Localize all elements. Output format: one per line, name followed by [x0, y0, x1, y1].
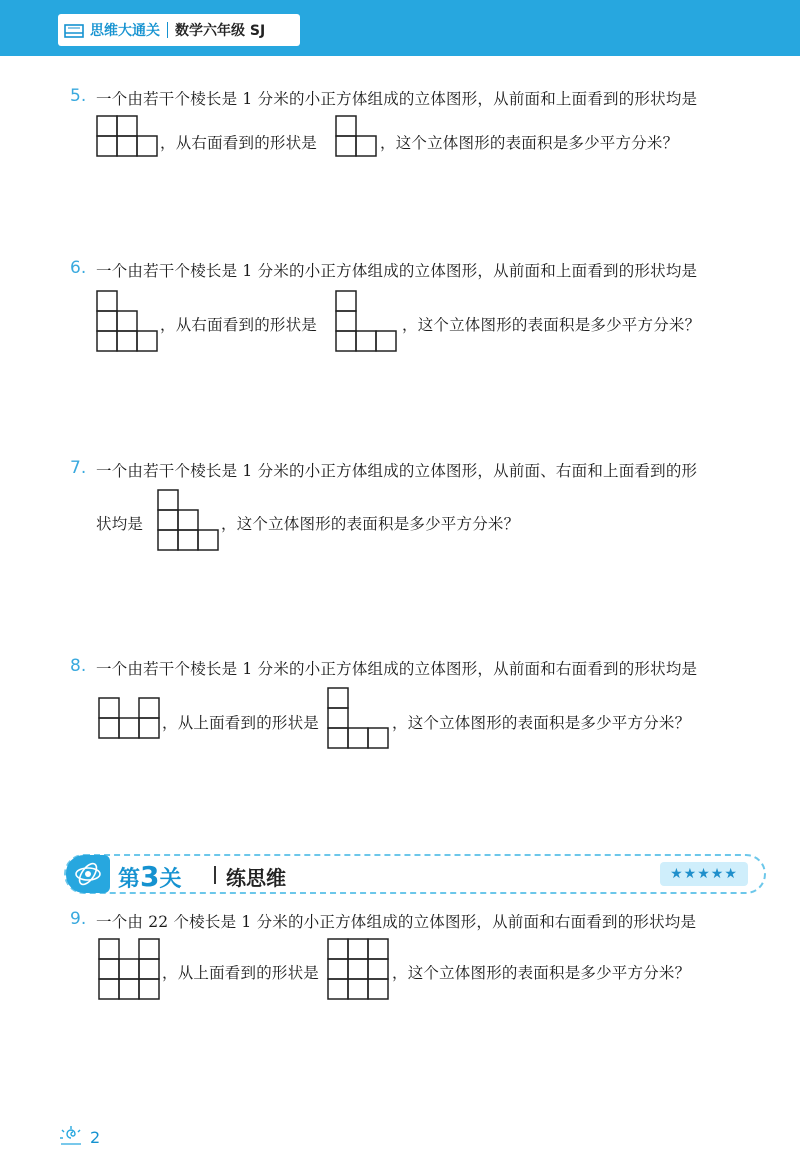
question-5-front-top-view: [96, 115, 160, 158]
question-7-number: 7.: [70, 458, 87, 478]
question-9-text-mid: ，从上面看到的形状是: [162, 964, 320, 982]
question-5-text-mid: ，从右面看到的形状是: [160, 134, 318, 152]
question-5-number: 5.: [70, 86, 87, 106]
book-icon: [64, 23, 84, 37]
question-5-text: 一个由若干个棱长是 1 分米的小正方体组成的立体图形，从前面和上面看到的形状均是: [96, 90, 698, 108]
sun-swirl-icon: [58, 1124, 84, 1150]
section-prefix: 第: [118, 867, 141, 892]
question-8-text-end: ，这个立体图形的表面积是多少平方分米？: [392, 714, 691, 732]
section-number: 3: [140, 860, 160, 893]
section-banner: [64, 854, 766, 894]
question-5-text-end: ，这个立体图形的表面积是多少平方分米？: [380, 134, 679, 152]
section-divider: [214, 866, 216, 884]
difficulty-stars: ★★★★★: [660, 862, 748, 886]
question-7-text: 一个由若干个棱长是 1 分米的小正方体组成的立体图形，从前面、右面和上面看到的形: [96, 462, 698, 480]
question-6-text-mid: ，从右面看到的形状是: [160, 316, 318, 334]
question-9-text: 一个由 22 个棱长是 1 分米的小正方体组成的立体图形，从前面和右面看到的形状均是: [96, 913, 697, 931]
question-6-text-end: ，这个立体图形的表面积是多少平方分米？: [402, 316, 701, 334]
question-8-number: 8.: [70, 656, 87, 676]
question-9-top-view: [327, 938, 391, 1002]
page-footer: [58, 1124, 100, 1150]
question-7-text-end: ，这个立体图形的表面积是多少平方分米？: [221, 515, 520, 533]
question-7-text-pre: 状均是: [96, 515, 144, 533]
question-9-text-end: ，这个立体图形的表面积是多少平方分米？: [392, 964, 691, 982]
subject-title: 数学六年级 SJ: [175, 23, 266, 39]
question-6-right-view: [335, 290, 399, 354]
question-5-right-view: [335, 115, 379, 158]
header-divider: [167, 22, 168, 38]
section-suffix: 关: [159, 867, 182, 892]
question-8-top-view: [327, 687, 391, 751]
question-6-front-top-view: [96, 290, 160, 354]
section-icon: [66, 855, 110, 893]
question-6-number: 6.: [70, 258, 87, 278]
series-title: 思维大通关: [90, 23, 160, 39]
section-title: [118, 860, 182, 893]
question-8-text-mid: ，从上面看到的形状是: [162, 714, 320, 732]
question-8-front-right-view: [98, 697, 162, 741]
question-6-text: 一个由若干个棱长是 1 分米的小正方体组成的立体图形，从前面和上面看到的形状均是: [96, 262, 698, 280]
page-number: 2: [90, 1127, 101, 1147]
question-7-all-views: [157, 489, 221, 553]
header-tab: [58, 14, 300, 46]
question-9-number: 9.: [70, 909, 87, 929]
question-9-front-right-view: [98, 938, 162, 1002]
section-subtitle: 练思维: [226, 866, 286, 890]
question-8-text: 一个由若干个棱长是 1 分米的小正方体组成的立体图形，从前面和右面看到的形状均是: [96, 660, 698, 678]
